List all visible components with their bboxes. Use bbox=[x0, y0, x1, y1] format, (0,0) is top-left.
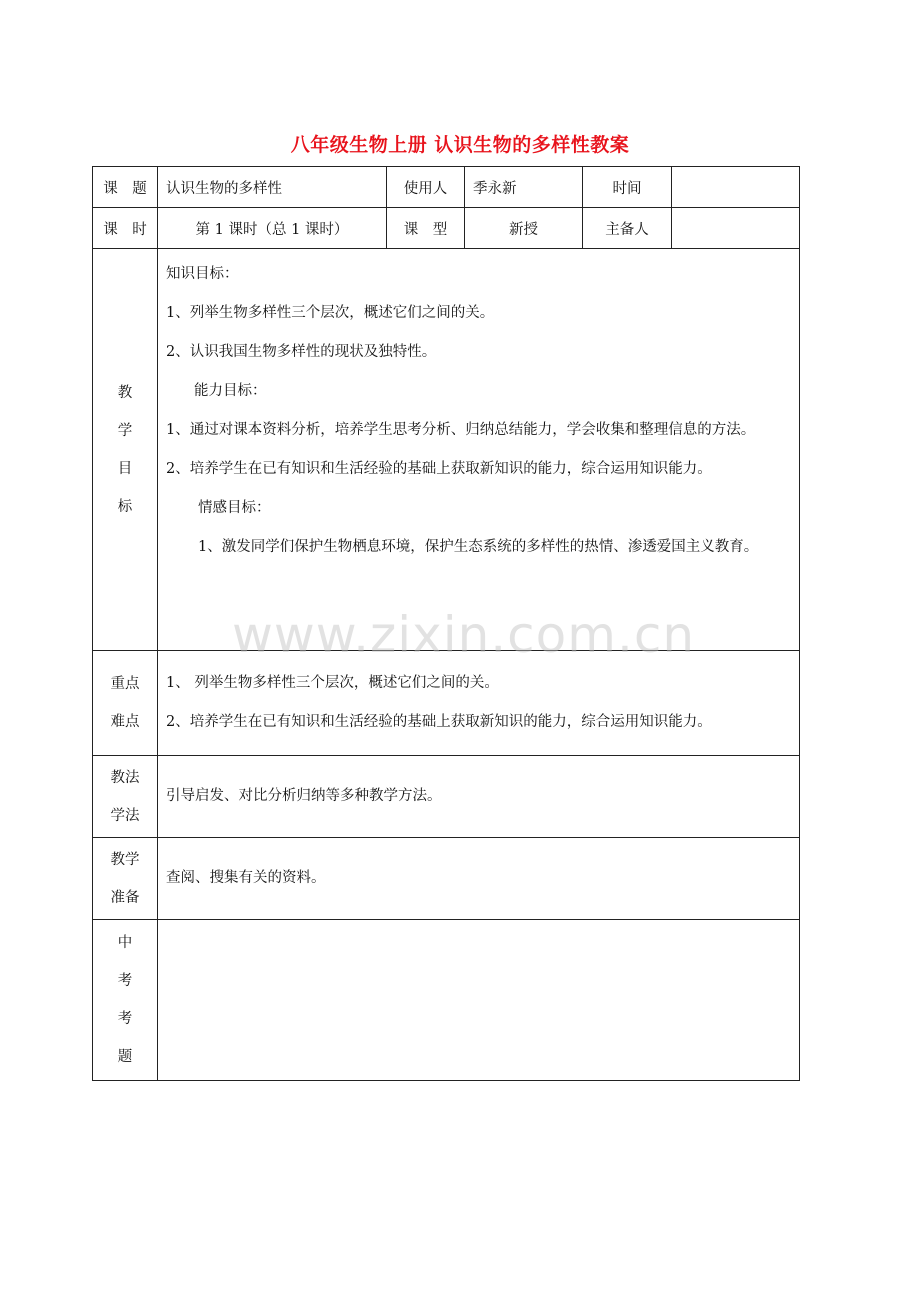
key-points-label-line: 重点 bbox=[110, 676, 140, 692]
methods-label-line: 教法 bbox=[110, 769, 140, 786]
knowledge-item-2: 2、认识我国生物多样性的现状及独特性。 bbox=[166, 344, 437, 360]
header-row-topic bbox=[93, 167, 800, 208]
ability-item-1: 1、通过对课本资料分析，培养学生思考分析、归纳总结能力，学会收集和整理信息的方法。 bbox=[166, 422, 756, 438]
goals-label-char: 目 bbox=[117, 460, 133, 477]
methods-text: 引导启发、对比分析归纳等多种教学方法。 bbox=[166, 788, 442, 804]
document-title: 八年级生物上册 认识生物的多样性教案 bbox=[290, 134, 630, 156]
time-value bbox=[672, 167, 800, 208]
exam-label-char: 考 bbox=[117, 973, 133, 989]
key-points-content bbox=[158, 651, 800, 756]
knowledge-item-1: 1、列举生物多样性三个层次，概述它们之间的关。 bbox=[166, 305, 495, 321]
preparation-content bbox=[158, 838, 800, 920]
lesson-plan-table bbox=[92, 166, 800, 1081]
goals-row bbox=[93, 249, 800, 651]
methods-row bbox=[93, 756, 800, 838]
methods-label-line: 学法 bbox=[110, 807, 140, 824]
period-value: 第 1 课时（总 1 课时） bbox=[158, 208, 387, 249]
topic-label: 课 题 bbox=[93, 167, 158, 208]
methods-content bbox=[158, 756, 800, 838]
key-point-item-2: 2、培养学生在已有知识和生活经验的基础上获取新知识的能力，综合运用知识能力。 bbox=[166, 714, 712, 730]
methods-label bbox=[93, 756, 158, 838]
preparation-label-line: 教学 bbox=[110, 851, 140, 868]
exam-row bbox=[93, 920, 800, 1081]
exam-label bbox=[93, 920, 158, 1081]
preparer-value bbox=[672, 208, 800, 249]
knowledge-title: 知识目标： bbox=[166, 266, 239, 282]
user-value: 季永新 bbox=[465, 167, 583, 208]
time-label: 时间 bbox=[583, 167, 672, 208]
emotion-title: 情感目标： bbox=[198, 500, 271, 516]
header-row-period bbox=[93, 208, 800, 249]
watermark: www.zixin.com.cn bbox=[232, 606, 696, 664]
goals-content bbox=[158, 249, 800, 651]
goals-label-char: 教 bbox=[117, 384, 133, 401]
key-points-row bbox=[93, 651, 800, 756]
emotion-item-1: 1、激发同学们保护生物栖息环境，保护生态系统的多样性的热情、渗透爱国主义教育。 bbox=[198, 539, 759, 555]
type-value: 新授 bbox=[465, 208, 583, 249]
topic-value: 认识生物的多样性 bbox=[158, 167, 387, 208]
type-label: 课 型 bbox=[387, 208, 465, 249]
key-points-label bbox=[93, 651, 158, 756]
user-label: 使用人 bbox=[387, 167, 465, 208]
exam-label-char: 题 bbox=[117, 1049, 133, 1065]
exam-label-char: 考 bbox=[117, 1011, 133, 1027]
preparation-label-line: 准备 bbox=[110, 889, 140, 906]
ability-title: 能力目标： bbox=[194, 383, 267, 399]
goals-label-char: 学 bbox=[117, 422, 133, 439]
goals-label bbox=[93, 249, 158, 651]
key-point-item-1: 1、 列举生物多样性三个层次，概述它们之间的关。 bbox=[166, 675, 499, 691]
key-points-label-line: 难点 bbox=[110, 714, 140, 730]
exam-content bbox=[158, 920, 800, 1081]
preparation-text: 查阅、搜集有关的资料。 bbox=[166, 870, 326, 886]
period-label: 课 时 bbox=[93, 208, 158, 249]
preparation-row bbox=[93, 838, 800, 920]
preparer-label: 主备人 bbox=[583, 208, 672, 249]
exam-label-char: 中 bbox=[117, 935, 133, 951]
ability-item-2: 2、培养学生在已有知识和生活经验的基础上获取新知识的能力，综合运用知识能力。 bbox=[166, 461, 712, 477]
goals-label-char: 标 bbox=[117, 498, 133, 515]
preparation-label bbox=[93, 838, 158, 920]
